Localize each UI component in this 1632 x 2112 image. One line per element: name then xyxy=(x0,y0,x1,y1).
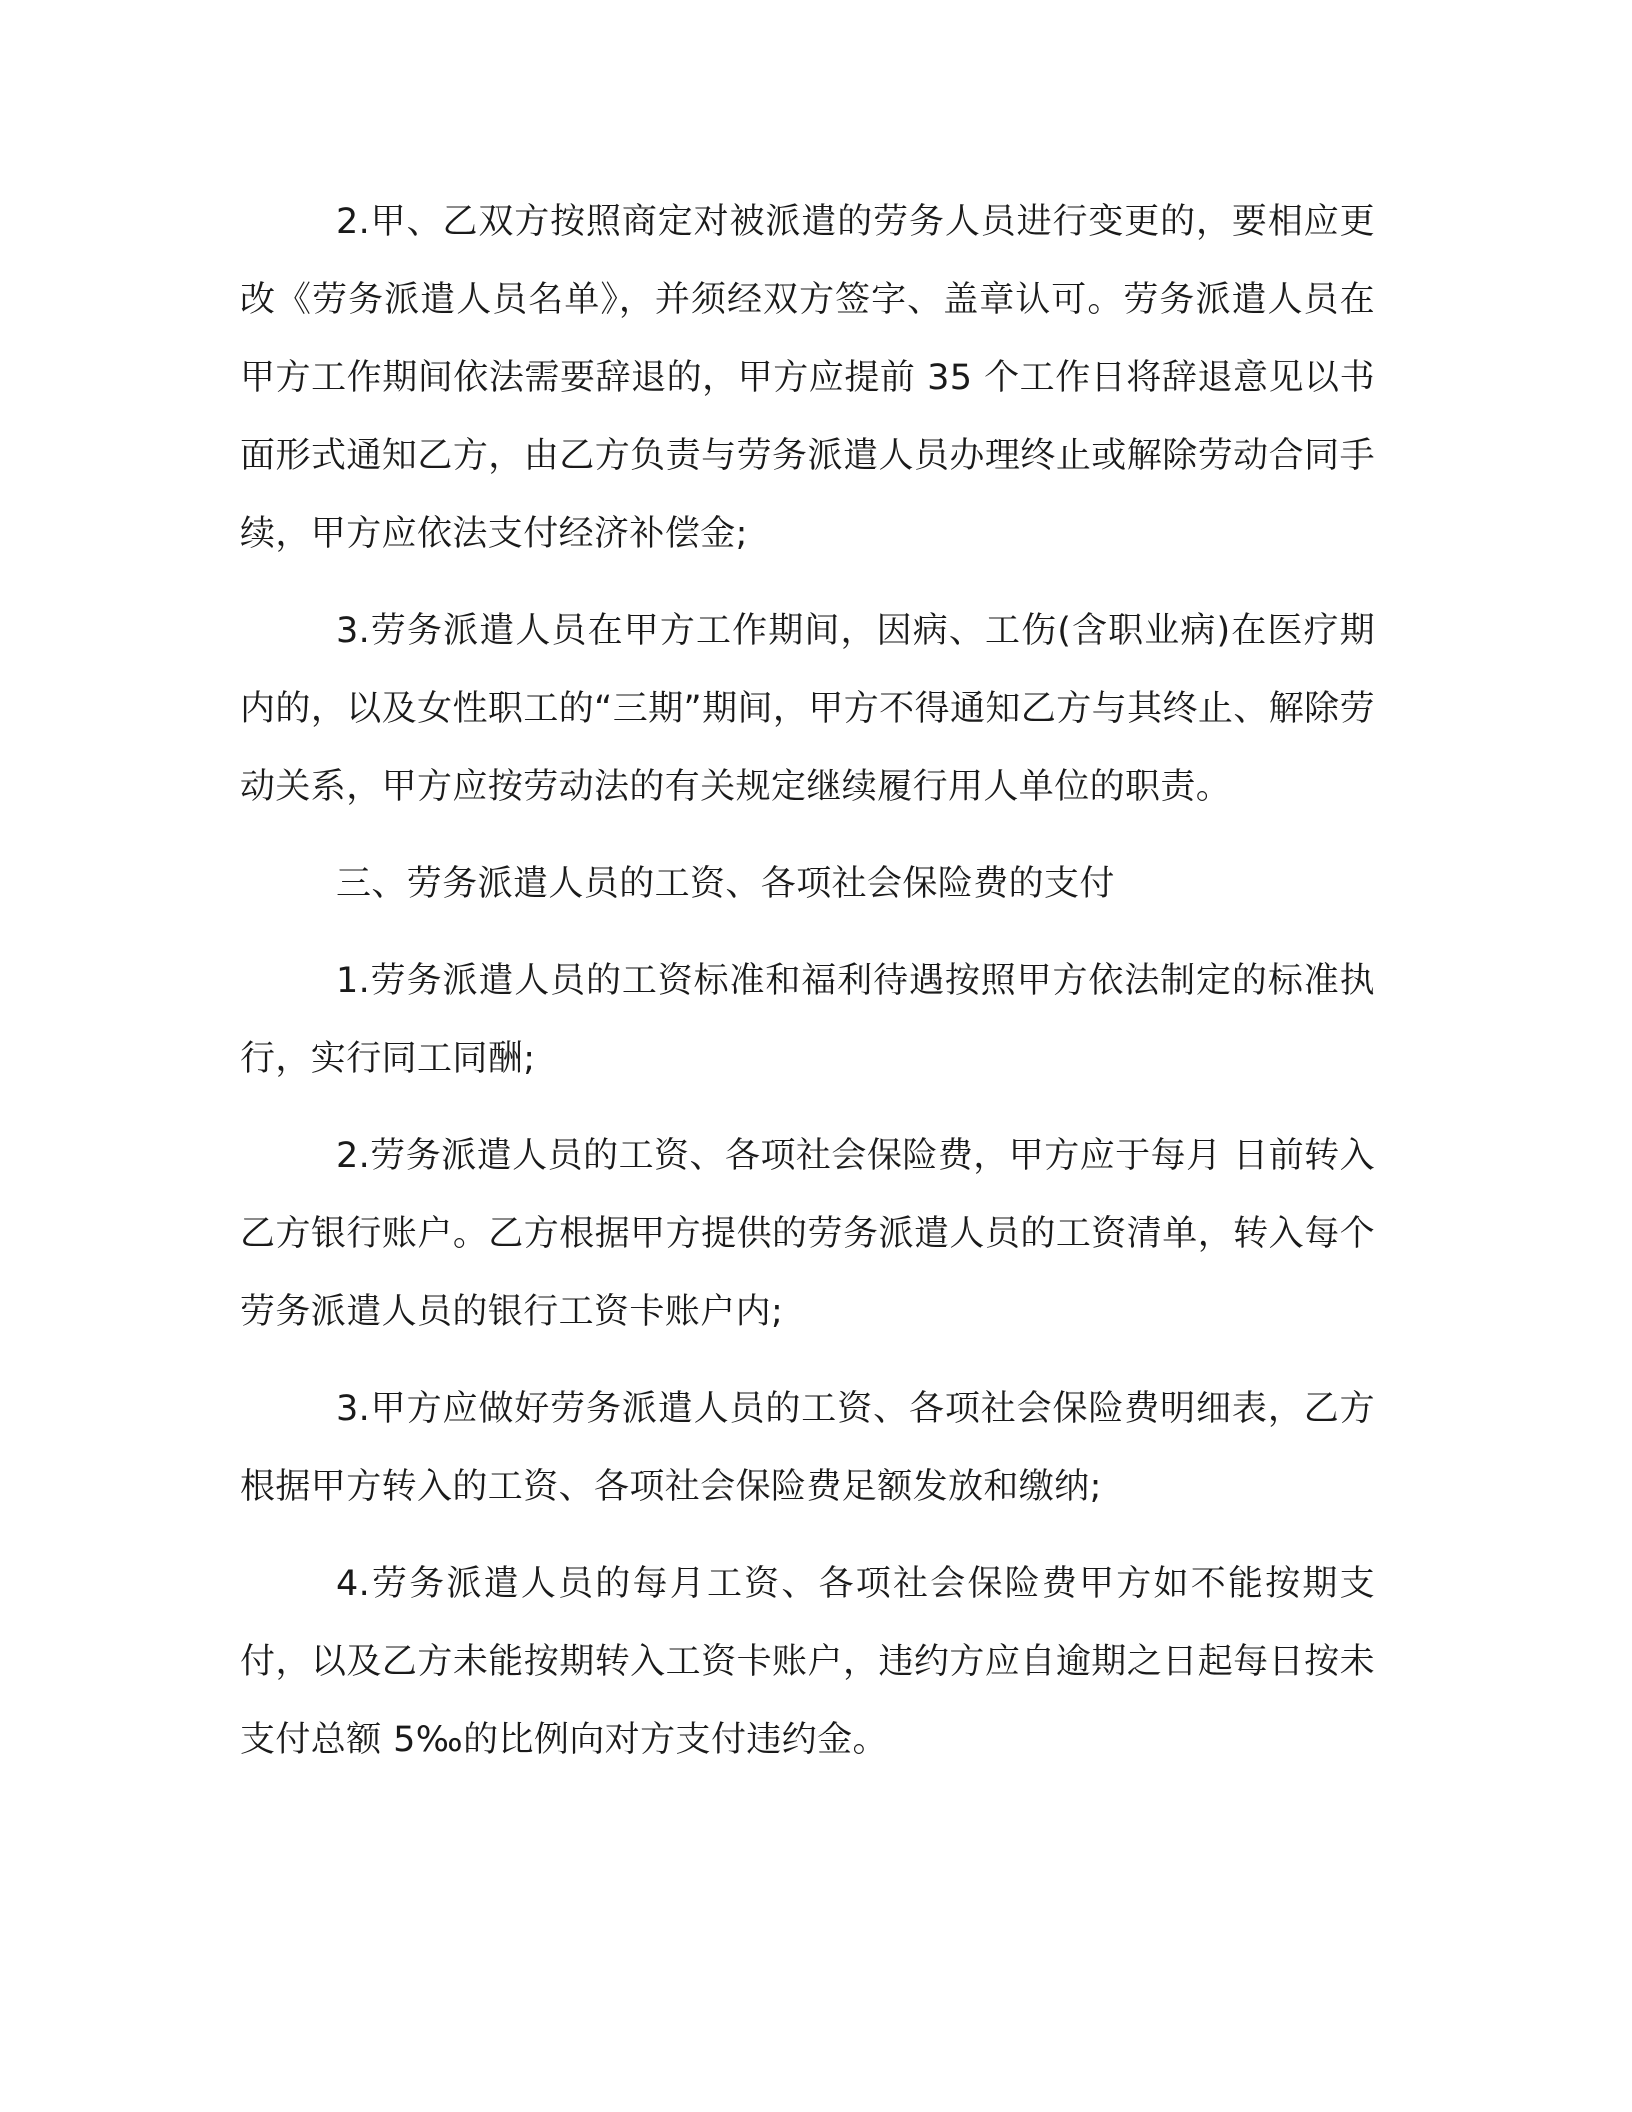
document-body xyxy=(240,183,1375,1798)
clause-2-3-paragraph: 3.劳务派遣人员在甲方工作期间，因病、工伤(含职业病)在医疗期内的，以及女性职工的“三期”期间，甲方不得通知乙方与其终止、解除劳动关系，甲方应按劳动法的有关规定继续履行用人单位的职责。 xyxy=(240,611,1375,807)
clause-3-2-paragraph: 2.劳务派遣人员的工资、各项社会保险费，甲方应于每月 日前转入乙方银行账户。乙方根据甲方提供的劳务派遣人员的工资清单，转入每个劳务派遣人员的银行工资卡账户内; xyxy=(240,1136,1375,1332)
section-3-heading: 三、劳务派遣人员的工资、各项社会保险费的支付 xyxy=(336,864,1115,904)
clause-3-4-paragraph: 4.劳务派遣人员的每月工资、各项社会保险费甲方如不能按期支付，以及乙方未能按期转入工资卡账户，违约方应自逾期之日起每日按未支付总额 5‰的比例向对方支付违约金。 xyxy=(240,1564,1375,1760)
clause-3-3-paragraph: 3.甲方应做好劳务派遣人员的工资、各项社会保险费明细表，乙方根据甲方转入的工资、各项社会保险费足额发放和缴纳; xyxy=(240,1389,1375,1507)
clause-3-1-paragraph: 1.劳务派遣人员的工资标准和福利待遇按照甲方依法制定的标准执行，实行同工同酬; xyxy=(240,961,1375,1079)
clause-2-2-paragraph: 2.甲、乙双方按照商定对被派遣的劳务人员进行变更的，要相应更改《劳务派遣人员名单》，并须经双方签字、盖章认可。劳务派遣人员在甲方工作期间依法需要辞退的，甲方应提前 35 个工作日将辞退意见以书面形式通知乙方，由乙方负责与劳务派遣人员办理终止或解除劳动合同手续，甲方应依法支付经济补偿金; xyxy=(240,202,1375,554)
